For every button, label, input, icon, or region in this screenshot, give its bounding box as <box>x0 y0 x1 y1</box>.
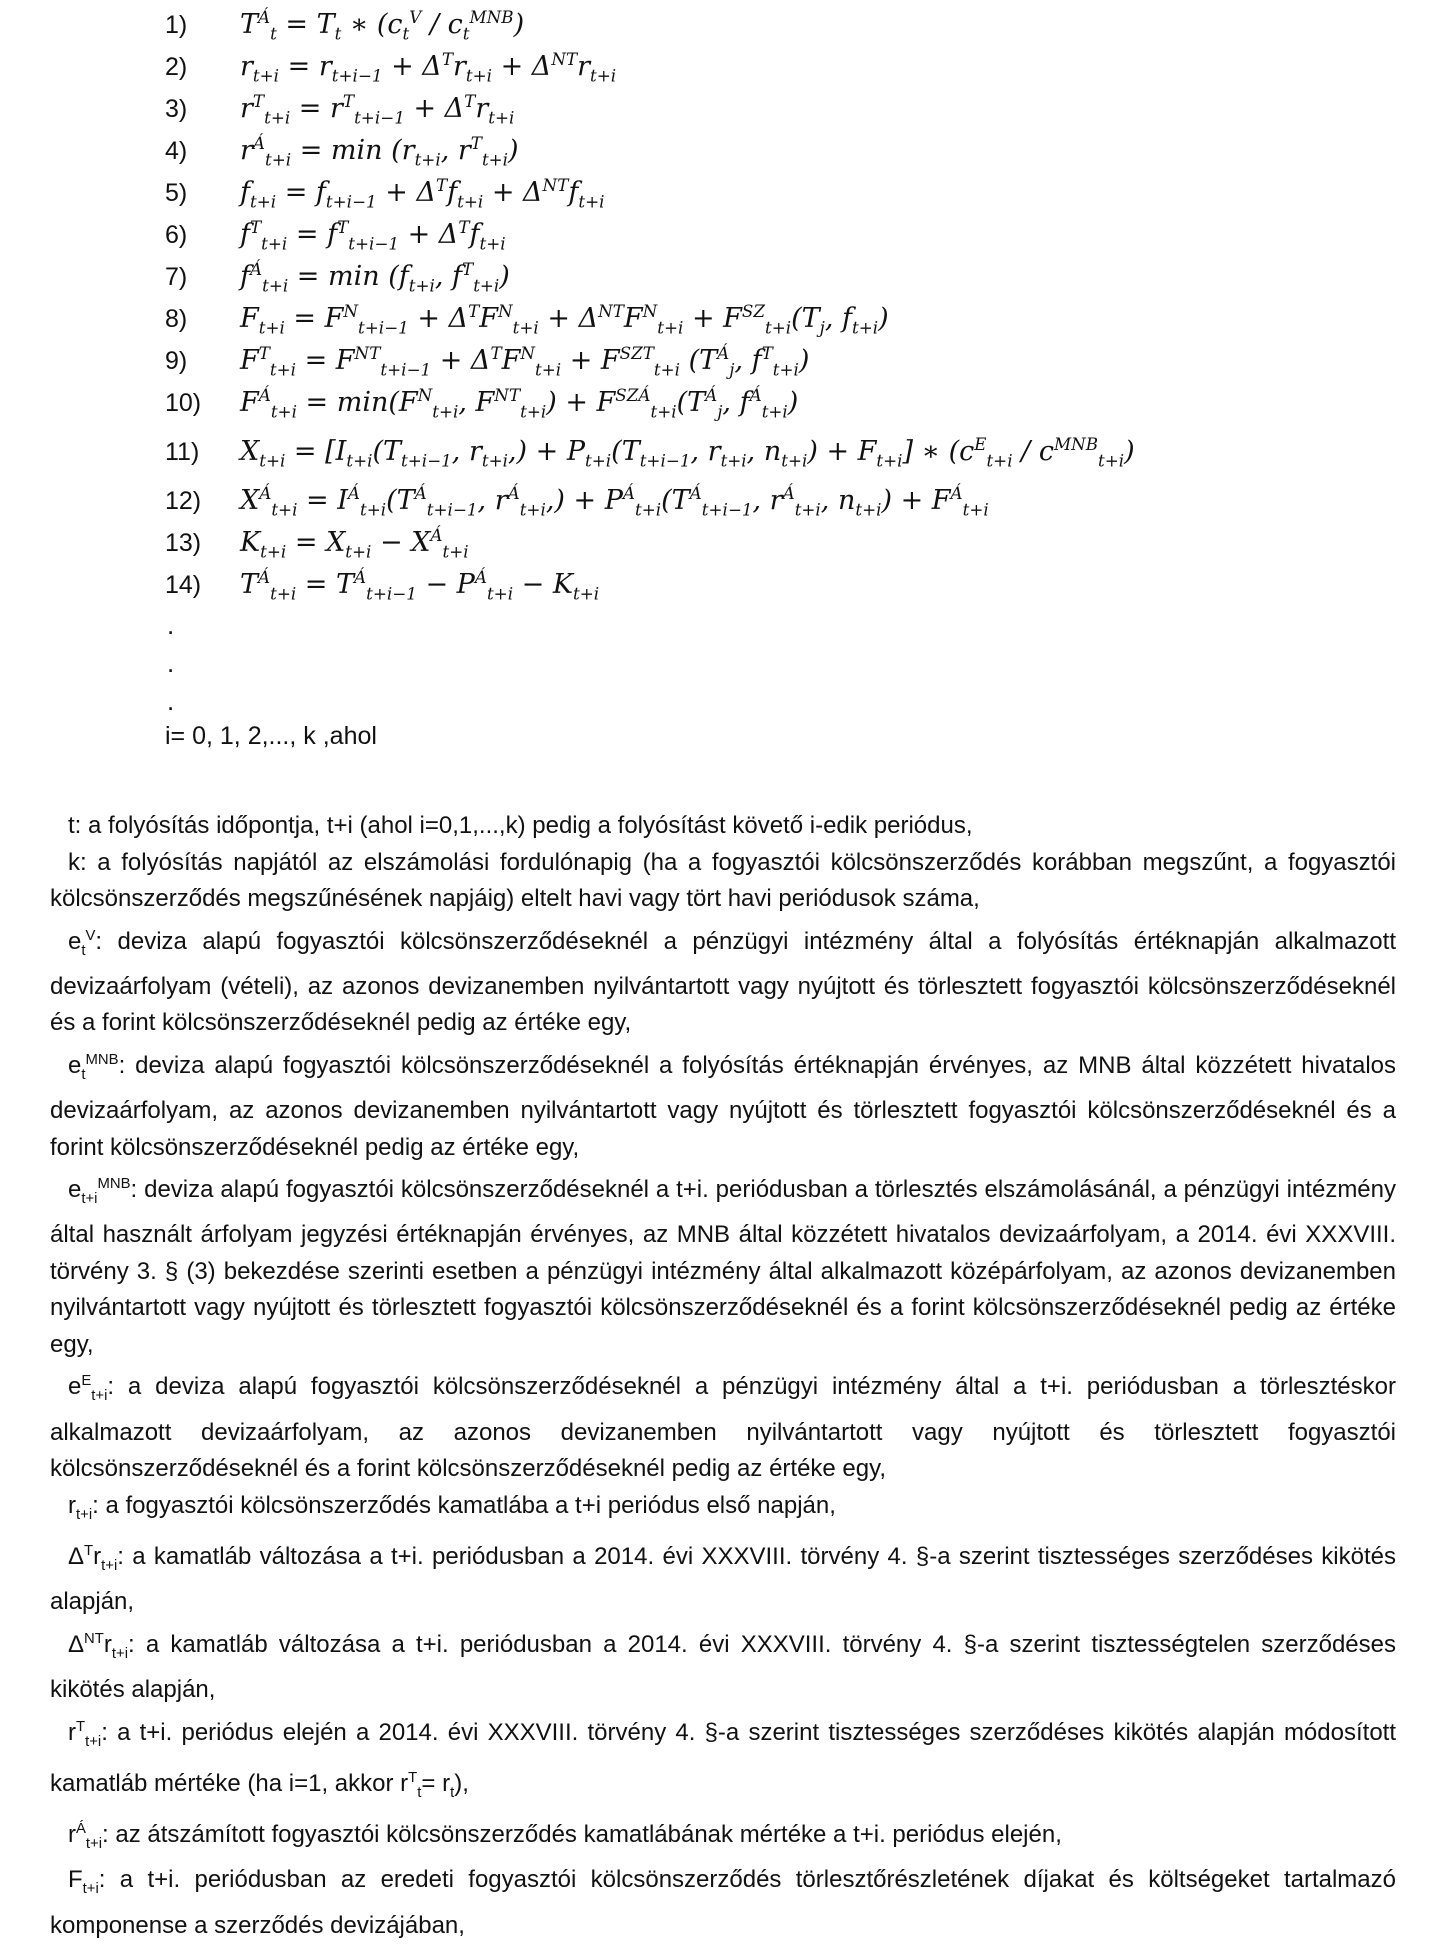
formula-expression: $f_{t+i} = f_{t+i-1} + \Delta^Tf_{t+i} + \Delta^{NT}f_{t+i}$ <box>240 174 605 212</box>
definition-text: : a kamatláb változása a t+i. periódusban a 2014. évi XXXVIII. törvény 4. §-a szerint tisztességes szerződéses kikötés alapján, <box>50 1542 1396 1616</box>
formula-expression: $r^Á_{t+i} = \min (r_{t+i}$, $r^T_{t+i}$) <box>240 132 519 170</box>
formula-number: 13) <box>165 528 202 557</box>
formula-number: 11) <box>165 437 200 466</box>
continuation-dot: . <box>167 686 175 716</box>
definition-text: : deviza alapú fogyasztói kölcsönszerződéseknél a pénzügyi intézmény által a folyósítás értéknapján alkalmazott devizaárfolyam (vételi), az azonos devizanemben nyilvántartott vagy nyújtott és törlesztett fogyasztói kölcsönszerződéseknél és a forint kölcsönszerződéseknél pedig az értéke egy, <box>50 927 1396 1037</box>
definition-text: : deviza alapú fogyasztói kölcsönszerződéseknél a t+i. periódusban a törlesztés elszámolásánál, a pénzügyi intézmény által használt árfolyam jegyzési értéknapján érvényes, az MNB által közzétett hivatalos devizaárfolyam, a 2014. évi XXXVIII. törvény 3. § (3) bekezdése szerinti esetben a pénzügyi intézmény által alkalmazott középárfolyam, az azonos devizanemben nyilvántartott vagy nyújtott és törlesztett fogyasztói kölcsönszerződéseknél és a forint kölcsönszerződéseknél pedig az értéke egy, <box>50 1176 1396 1358</box>
formula-row <box>165 46 1135 88</box>
formula-row <box>165 424 1135 480</box>
definition-delta-t-rti: $\Delta^Tr_{t+i}$: a kamatláb változása a t+i. periódusban a 2014. évi XXXVIII. törvény 4. §-a szerint tisztességes szerződéses kikötés alapján, <box>50 1542 1396 1616</box>
formula-expression: $F^T_{t+i} = F^{NT}_{t+i-1} + \Delta^TF^N_{t+i} + F^{SZT}_{t+i}$ ($T^Á_j$, $f^T_{t+i}$) <box>240 342 810 380</box>
definition-text-tail: ), <box>454 1769 469 1797</box>
formula-row <box>165 88 1135 130</box>
formula-expression: $K_{t+i} = X_{t+i} - X^Á_{t+i}$ <box>240 524 469 562</box>
formula-expression: $F_{t+i} = F^N_{t+i-1} + \Delta^TF^N_{t+i} + \Delta^{NT}F^N_{t+i} + F^{SZ}_{t+i}(T_j$, $f_{t+i}$) <box>240 300 889 338</box>
definition-text: : a kamatláb változása a t+i. periódusban a 2014. évi XXXVIII. törvény 4. §-a szerint tisztességtelen szerződéses kikötés alapján, <box>50 1630 1396 1704</box>
formula-number: 6) <box>165 220 188 249</box>
formula-number: 10) <box>165 388 202 417</box>
formula-expression: $f^Á_{t+i} = \min (f_{t+i}$, $f^T_{t+i}$) <box>240 258 510 296</box>
formula-expression: $r^T_{t+i} = r^T_{t+i-1} + \Delta^Tr_{t+i}$ <box>240 90 515 128</box>
formula-expression: $F^Á_{t+i} = \min(F^N_{t+i}$, $F^{NT}_{t+i}) + F^{SZÁ}_{t+i}(T^Á_j$, $f^Á_{t+i}$) <box>240 384 799 422</box>
definition-eti-e: $e^E_{t+i}$: a deviza alapú fogyasztói kölcsönszerződéseknél a pénzügyi intézmény által a t+i. periódusban a törlesztéskor alkalmazott devizaárfolyam, az azonos devizanemben nyilvántartott vagy nyújtott és törlesztett fogyasztói kölcsönszerződéseknél és a forint kölcsönszerződéseknél pedig az értéke egy, <box>50 1373 1396 1483</box>
definition-rti: $r_{t+i}$: a fogyasztói kölcsönszerződés kamatlába a t+i periódus első napján, <box>68 1491 836 1523</box>
definition-delta-nt-rti: $\Delta^{NT}r_{t+i}$: a kamatláb változása a t+i. periódusban a 2014. évi XXXVIII. törvény 4. §-a szerint tisztességtelen szerződéses kikötés alapján, <box>50 1630 1396 1704</box>
formula-number: 4) <box>165 136 188 165</box>
formula-number: 5) <box>165 178 188 207</box>
formula-row <box>165 480 1135 522</box>
definition-text: : a deviza alapú fogyasztói kölcsönszerződéseknél a pénzügyi intézmény által a t+i. periódusban a törlesztéskor alkalmazott devizaárfolyam, az azonos devizanemben nyilvántartott vagy nyújtott és törlesztett fogyasztói kölcsönszerződéseknél és a forint kölcsönszerződéseknél pedig az értéke egy, <box>50 1373 1396 1483</box>
definition-text: : az átszámított fogyasztói kölcsönszerződés kamatlábának mértéke a t+i. periódus elején, <box>102 1821 1062 1849</box>
continuation-dot: . <box>167 648 175 678</box>
definition-et-mnb: $e_t^{MNB}$: deviza alapú fogyasztói kölcsönszerződéseknél a folyósítás értéknapján érvényes, az MNB által közzétett hivatalos devizaárfolyam, az azonos devizanemben nyilvántartott vagy nyújtott és törlesztett fogyasztói kölcsönszerződéseknél és a forint kölcsönszerződéseknél pedig az értéke egy, <box>50 1051 1396 1161</box>
definition-text: : a t+i. periódusban az eredeti fogyasztói kölcsönszerződés törlesztőrészletének díjakat és költségeket tartalmazó komponense a szerződés devizájában, <box>50 1866 1396 1939</box>
definition-t: t: a folyósítás időpontja, t+i (ahol i=0,1,...,k) pedig a folyósítást követő i-edik periódus, <box>68 812 973 839</box>
formula-expression: $f^T_{t+i} = f^T_{t+i-1} + \Delta^Tf_{t+i}$ <box>240 216 506 254</box>
formula-number: 2) <box>165 52 188 81</box>
definition-k: k: a folyósítás napjától az elszámolási fordulónapig (ha a fogyasztói kölcsönszerződés korábban megszűnt, a fogyasztói kölcsönszerződés megszűnésének napjáig) eltelt havi vagy tört havi periódusok száma, <box>50 848 1396 912</box>
formula-number: 9) <box>165 346 188 375</box>
formula-row <box>165 298 1135 340</box>
formula-expression: $r_{t+i} = r_{t+i-1} + \Delta^Tr_{t+i} + \Delta^{NT}r_{t+i}$ <box>240 48 617 86</box>
definition-rt-ti: $r^T_{t+i}$: a t+i. periódus elején a 2014. évi XXXVIII. törvény 4. §-a szerint tisztességes szerződéses kikötés alapján módosított kamatláb mértéke (ha i=1, akkor $r^T_t= r_t$), <box>50 1718 1396 1801</box>
formula-row <box>165 214 1135 256</box>
definition-ra-ti: $r^Á_{t+i}$: az átszámított fogyasztói kölcsönszerződés kamatlábának mértéke a t+i. periódus elején, <box>68 1821 1062 1852</box>
formula-row <box>165 340 1135 382</box>
continuation-dot: . <box>167 610 175 640</box>
formula-row <box>165 382 1135 424</box>
formula-expression: $T^Á_{t+i} = T^Á_{t+i-1} - P^Á_{t+i} - K_{t+i}$ <box>240 566 600 604</box>
formula-number: 8) <box>165 304 188 333</box>
formula-row <box>165 256 1135 298</box>
formula-number: 3) <box>165 94 188 123</box>
definition-text: : a t+i. periódus elején a 2014. évi XXXVIII. törvény 4. §-a szerint tisztességes szerződéses kikötés alapján módosított kamatláb mértéke (ha i=1, akkor r <box>50 1718 1396 1797</box>
formula-row <box>165 4 1135 46</box>
formula-row <box>165 564 1135 606</box>
index-range-line: i= 0, 1, 2,..., k ,ahol <box>165 722 377 750</box>
definition-et-v: $e_t^V$: deviza alapú fogyasztói kölcsönszerződéseknél a pénzügyi intézmény által a folyósítás értéknapján alkalmazott devizaárfolyam (vételi), az azonos devizanemben nyilvántartott vagy nyújtott és törlesztett fogyasztói kölcsönszerződéseknél és a forint kölcsönszerződéseknél pedig az értéke egy, <box>50 927 1396 1037</box>
formula-number: 1) <box>165 10 188 39</box>
definition-text: : a fogyasztói kölcsönszerződés kamatlába a t+i periódus első napján, <box>92 1491 836 1519</box>
formula-number: 12) <box>165 486 202 515</box>
formula-number: 7) <box>165 262 188 291</box>
formula-row <box>165 130 1135 172</box>
formula-row <box>165 522 1135 564</box>
formula-expression: $X^Á_{t+i} = I^Á_{t+i}(T^Á_{t+i-1}$, $r^Á_{t+i},) + P^Á_{t+i}(T^Á_{t+i-1}$, $r^Á_{t+i}$, $n_{t+i}) + F^Á_{t+i}$ <box>240 482 989 520</box>
formula-list <box>165 4 1135 751</box>
definition-f-ti: $F_{t+i}$: a t+i. periódusban az eredeti fogyasztói kölcsönszerződés törlesztőrészletének díjakat és költségeket tartalmazó komponense a szerződés devizájában, <box>50 1866 1396 1939</box>
formula-number: 14) <box>165 570 202 599</box>
definition-text: : deviza alapú fogyasztói kölcsönszerződéseknél a folyósítás értéknapján érvényes, az MNB által közzétett hivatalos devizaárfolyam, az azonos devizanemben nyilvántartott vagy nyújtott és törlesztett fogyasztói kölcsönszerződéseknél és a forint kölcsönszerződéseknél pedig az értéke egy, <box>50 1051 1396 1161</box>
formula-expression: $X_{t+i} = [I_{t+i}(T_{t+i-1}$, $r_{t+i},) + P_{t+i}(T_{t+i-1}$, $r_{t+i}$, $n_{t+i}) + F_{t+i}$] ∗ $(c^E_{t+i} / c^{MNB}_{t+i})$ <box>240 433 1135 471</box>
definitions-list <box>50 808 1396 1944</box>
definition-eti-mnb: $e_{t+i}^{MNB}$: deviza alapú fogyasztói kölcsönszerződéseknél a t+i. periódusban a törlesztés elszámolásánál, a pénzügyi intézmény által használt árfolyam jegyzési értéknapján érvényes, az MNB által közzétett hivatalos devizaárfolyam, a 2014. évi XXXVIII. törvény 3. § (3) bekezdése szerinti esetben a pénzügyi intézmény által alkalmazott középárfolyam, az azonos devizanemben nyilvántartott vagy nyújtott és törlesztett fogyasztói kölcsönszerződéseknél és a forint kölcsönszerződéseknél pedig az értéke egy, <box>50 1176 1396 1358</box>
formula-row <box>165 172 1135 214</box>
formula-expression: $T^Á_t = T_t$ ∗ $(c_t^V / c_t^{MNB})$ <box>240 6 525 44</box>
